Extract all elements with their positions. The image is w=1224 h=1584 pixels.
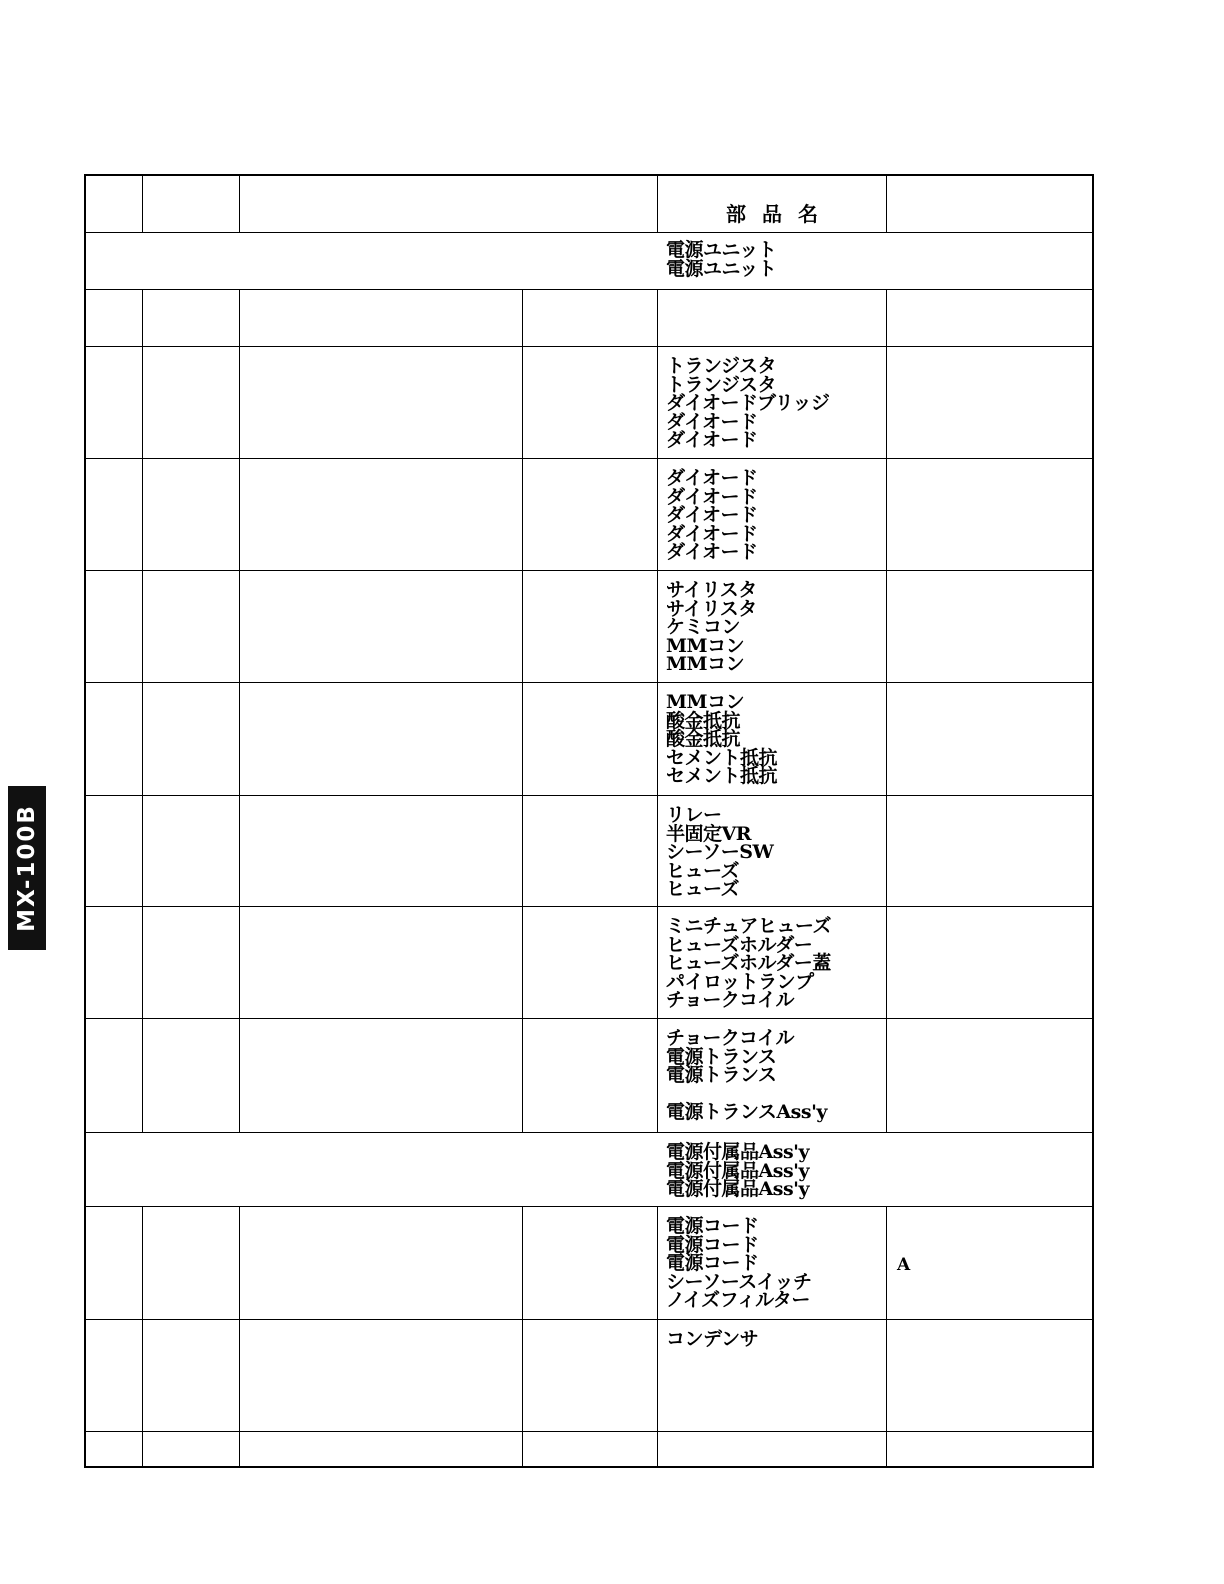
- part-name: 電源コード: [666, 1252, 759, 1274]
- part-name: ダイオード: [666, 410, 758, 433]
- part-name: ミニチュアヒューズ: [666, 915, 831, 937]
- part-name: ダイオード: [666, 429, 758, 451]
- part-name: チョークコイル: [666, 1027, 794, 1049]
- part-name: ダイオード: [666, 522, 758, 545]
- part-name: 酸金抵抗: [666, 709, 741, 732]
- table-row: [86, 347, 1092, 459]
- table-row: [86, 290, 1092, 347]
- part-name: ダイオードブリッジ: [666, 392, 830, 414]
- part-name: MMコン: [666, 691, 745, 713]
- part-name: MMコン: [666, 634, 745, 657]
- part-name-heading: 部品名: [726, 202, 834, 226]
- part-name: ヒューズホルダー蓋: [666, 952, 831, 974]
- part-name: ダイオード: [666, 467, 758, 489]
- table-row: [86, 1207, 1092, 1320]
- part-name: セメント抵抗: [666, 765, 778, 787]
- part-name: 電源コード: [666, 1215, 759, 1237]
- parts-list-table: [84, 174, 1094, 1468]
- part-name: ヒューズ: [666, 878, 740, 900]
- header-cell-6: [886, 176, 1092, 232]
- table-row: [86, 907, 1092, 1019]
- table-row: [86, 571, 1092, 683]
- table-row: [86, 683, 1092, 796]
- header-cell-3: [239, 176, 657, 232]
- part-name: セメント抵抗: [666, 746, 778, 769]
- part-name: サイリスタ: [666, 597, 757, 620]
- part-name: チョークコイル: [666, 989, 794, 1011]
- part-name: 半固定VR: [666, 822, 752, 845]
- part-name: シーソーSW: [666, 841, 774, 863]
- part-name: コンデンサ: [666, 1328, 759, 1350]
- part-name: MMコン: [666, 653, 745, 675]
- part-name: 電源コード: [666, 1233, 759, 1256]
- part-name: ケミコン: [666, 616, 741, 638]
- section-heading-line: 電源ユニット: [666, 257, 777, 280]
- table-row: [86, 459, 1092, 571]
- section-heading-line: 電源ユニット: [666, 239, 777, 261]
- header-cell-2: [142, 176, 239, 232]
- table-row: [86, 1019, 1092, 1133]
- table-header-row: [86, 176, 1092, 233]
- part-name: ダイオード: [666, 485, 758, 508]
- section-heading-line: 電源付属品Ass'y: [666, 1159, 809, 1182]
- table-row: [86, 1432, 1092, 1468]
- power-cord-note: A: [897, 1255, 911, 1275]
- part-name: トランジスタ: [666, 373, 776, 396]
- section-heading-line: 電源付属品Ass'y: [666, 1178, 809, 1200]
- part-name: ヒューズホルダー: [666, 933, 813, 956]
- part-name: サイリスタ: [666, 579, 757, 601]
- part-name: 電源トランスAss'y: [666, 1100, 827, 1123]
- section-heading-line: 電源付属品Ass'y: [666, 1141, 809, 1163]
- table-row: [86, 1320, 1092, 1432]
- part-name: ノイズフィルター: [666, 1289, 810, 1311]
- section-heading-row: [86, 1133, 1092, 1207]
- part-name: リレー: [666, 804, 722, 826]
- model-side-tab: [8, 786, 46, 950]
- part-name: 電源トランス: [666, 1064, 777, 1086]
- part-name: ヒューズ: [666, 859, 740, 882]
- header-cell-1: [86, 176, 142, 232]
- part-name: トランジスタ: [666, 355, 776, 377]
- part-name: 電源トランス: [666, 1045, 777, 1068]
- section-heading-row: [86, 233, 1092, 290]
- part-name: ダイオード: [666, 504, 758, 526]
- part-name: ダイオード: [666, 541, 758, 563]
- part-name: パイロットランプ: [666, 970, 814, 993]
- part-name: 酸金抵抗: [666, 728, 741, 750]
- model-label: MX-100B: [14, 804, 40, 932]
- table-row: [86, 796, 1092, 907]
- part-name: シーソースイッチ: [666, 1270, 812, 1293]
